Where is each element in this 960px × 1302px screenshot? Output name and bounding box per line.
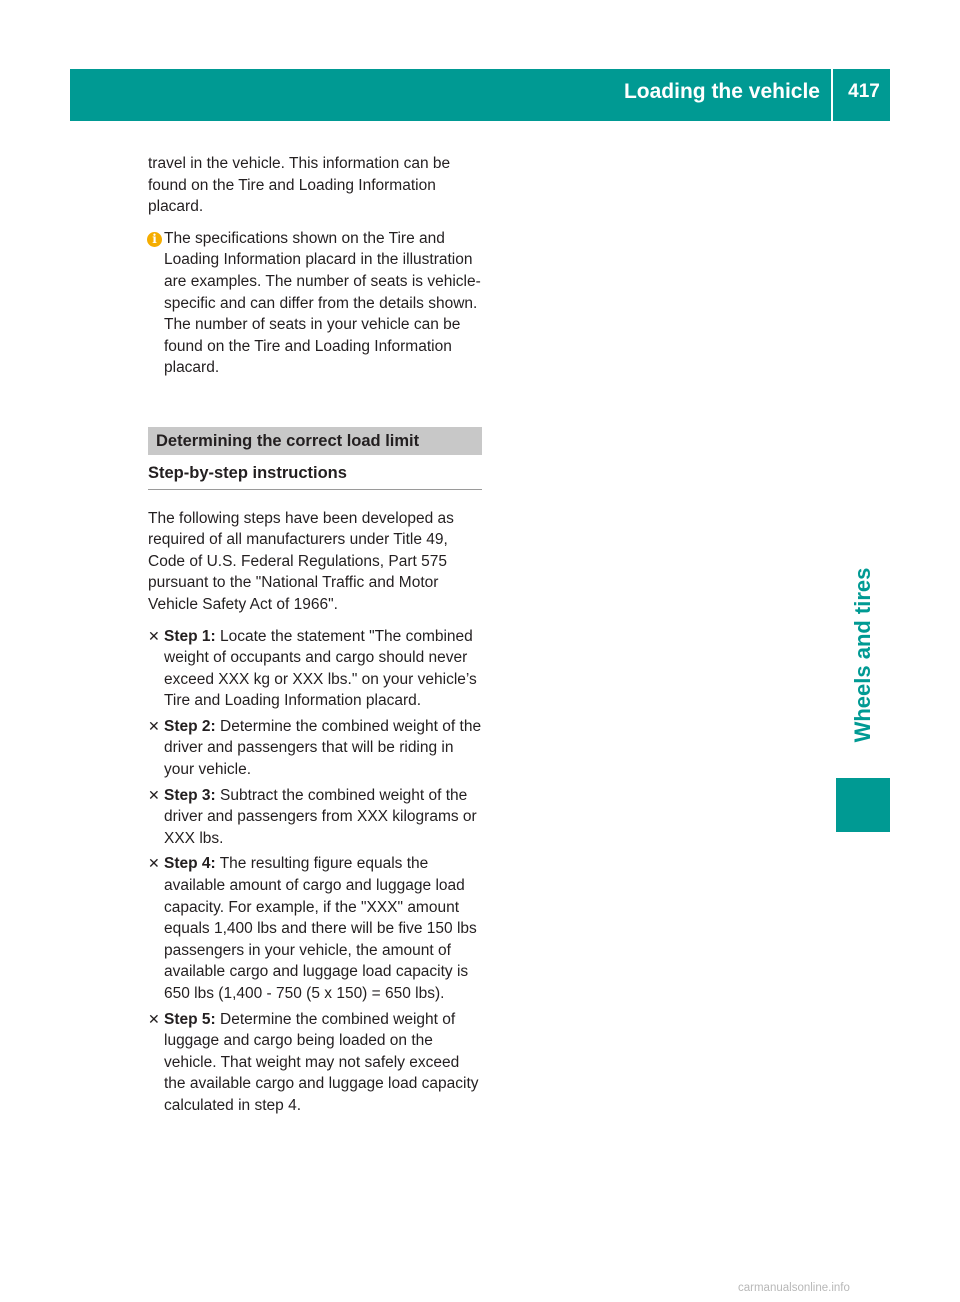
subsection-heading: Step-by-step instructions — [148, 463, 482, 490]
step-label: Step 4: — [164, 855, 216, 873]
footer-watermark: carmanualsonline.info — [738, 1282, 850, 1294]
info-note — [148, 228, 482, 379]
info-icon: i — [147, 232, 162, 247]
body-paragraph: The following steps have been developed as required of all manufacturers under Title 49, Code of U.S. Federal Regulations, Part 575 pursuant to the "National Traffic and Motor Vehicle Safety Act of 1966". — [148, 509, 454, 613]
step-item — [148, 626, 482, 712]
step-item — [148, 716, 482, 781]
step-arrow-icon: ✕ — [148, 627, 160, 644]
side-tab-marker — [836, 778, 890, 832]
main-column — [148, 153, 482, 1117]
step-text: Locate the statement "The combined weight of occupants and cargo should never exceed XXX kg or XXX lbs." on your vehicle’s Tire and Loading Information placard. — [164, 627, 477, 710]
intro-paragraph: travel in the vehicle. This information can be found on the Tire and Loading Information placard. — [148, 155, 451, 216]
header-title: Loading the vehicle — [623, 80, 820, 103]
info-note-text: The specifications shown on the Tire and Loading Information placard in the illustration are examples. The number of seats is vehicle-specific and can differ from the details shown. The number of seats in your vehicle can be found on the Tire and Loading Information placard. — [164, 229, 481, 377]
page-number: 417 — [848, 81, 880, 102]
step-arrow-icon: ✕ — [148, 786, 160, 803]
step-arrow-icon: ✕ — [148, 1010, 160, 1027]
section-heading: Determining the correct load limit — [148, 427, 482, 455]
step-text: Determine the combined weight of luggage and cargo being loaded on the vehicle. That weight may not safely exceed the available cargo and luggage load capacity calculated in step 4. — [164, 1010, 479, 1114]
step-arrow-icon: ✕ — [148, 717, 160, 734]
step-text: Subtract the combined weight of the driver and passengers from XXX kilograms or XXX lbs. — [164, 786, 477, 847]
step-label: Step 3: — [164, 786, 216, 804]
step-label: Step 1: — [164, 627, 216, 645]
page-header — [70, 69, 890, 121]
side-tab-label: Wheels and tires — [850, 567, 875, 743]
step-text: The resulting figure equals the available amount of cargo and luggage load capacity. For example, if the "XXX" amount equals 1,400 lbs and there will be five 150 lbs passengers in your vehicle, the amount of available cargo and luggage load capacity is 650 lbs (1,400 - 750 (5 x 150) = 650 lbs). — [164, 855, 477, 1002]
step-label: Step 5: — [164, 1010, 216, 1028]
step-label: Step 2: — [164, 717, 216, 735]
step-item — [148, 1009, 482, 1117]
step-arrow-icon: ✕ — [148, 855, 160, 872]
step-item — [148, 785, 482, 850]
step-item — [148, 853, 482, 1004]
header-divider — [831, 69, 833, 121]
step-text: Determine the combined weight of the driver and passengers that will be riding in your vehicle. — [164, 717, 482, 779]
